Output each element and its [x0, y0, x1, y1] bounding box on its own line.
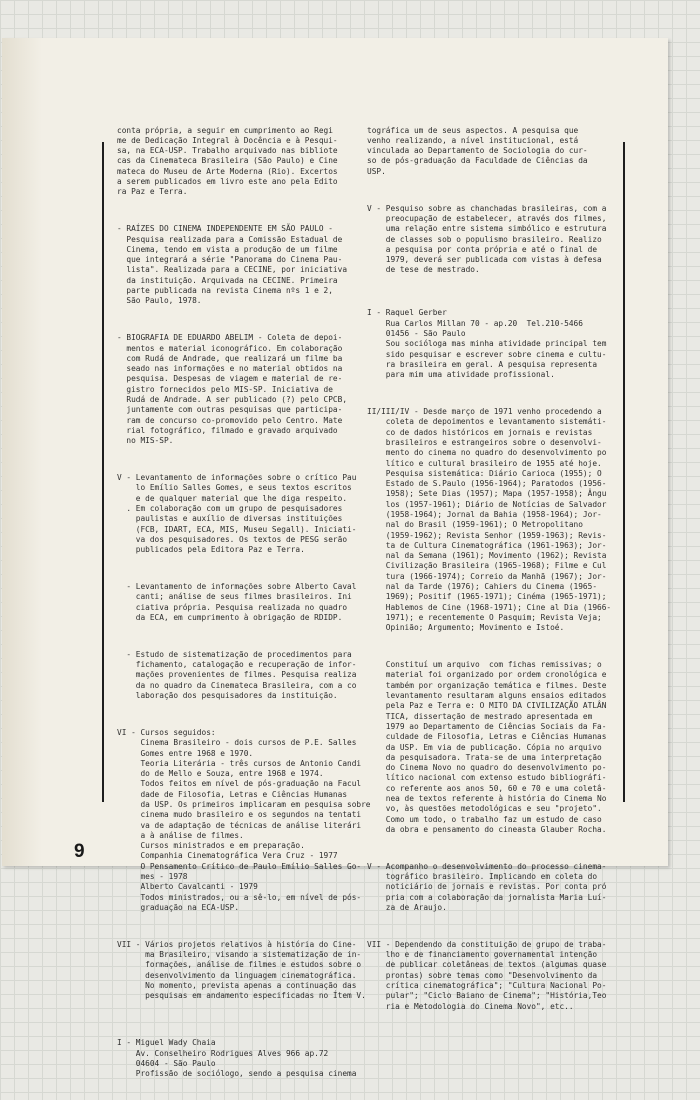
page-number: 9 [74, 841, 85, 862]
document-page [2, 38, 668, 1079]
paragraph-right-0: tográfica um de seus aspectos. A pesquisa que venho realizando, a nível institucional, está vinculada ao Departamento de Sociologia do cur- so de pós-graduação da Faculdade de Ciências da USP. [367, 125, 588, 176]
paragraph-left-1: - RAÍZES DO CINEMA INDEPENDENTE EM SÃO PAULO - Pesquisa realizada para a Comissão Estadual de Cinema, tendo em vista a produção de um filme que integrará a série "Panorama do Cinema Pau- lista". Realizada para a CECINE, por iniciativa da instituição. Arquivada na CECINE. Primeira parte publicada na revista Cinema nºs 1 e 2, São Paulo, 1978. [117, 224, 348, 306]
paragraph-left-6: VI - Cursos seguidos: Cinema Brasileiro - dois cursos de P.E. Salles Gomes entre 1968 e 1970. Teoria Literária - três cursos de Antonio Candi do de Mello e Souza, entre 1968 e 1974. Todos feitos em nível de pós-graduação na Facul dade de Filosofia, Letras e Ciências Humanas da USP. Os primeiros implicaram em pesquisa sobre cinema mudo brasileiro e os segundos na tentati va de adaptação de técnicas de análise literári a à análise de filmes. Cursos ministrados e em preparação. Companhia Cinematográfica Vera Cruz - 1977 O Pensamento Crítico de Paulo Emílio Salles Go- mes - 1978 Alberto Cavalcanti - 1979 Todos ministrados, ou a sê-lo, em nível de pós- graduação na ECA-USP. [117, 727, 371, 912]
paragraph-left-5: - Estudo de sistematização de procedimentos para fichamento, catalogação e recuperação de infor- mações provenientes de filmes. Pesquisa realiza da no quadro da Cinemateca Brasileira, com a co laboração dos pesquisadores da instituição. [126, 649, 357, 701]
paragraph-right-5: V - Acompanho o desenvolvimento do processo cinema- tográfico brasileiro. Implicando em coleta do noticiário de jornais e revistas. Por conta pró pria com a colaboração da jornalista Maria Luí- za de Araujo. [367, 861, 607, 912]
paragraph-right-1: V - Pesquiso sobre as chanchadas brasileiras, com a preocupação de estabelecer, através dos filmes, uma relação entre sistema simbólico e estrutura de classes sob o populismo brasileiro. Realizo a pesquisa por conta própria e até o final de 1979, deverá ser publicada com vistas à defesa de tese de mestrado. [367, 203, 607, 275]
paragraph-right-4: Constituí um arquivo com fichas remissivas; o material foi organizado por ordem cronológica e também por organização temática e filmes. Deste levantamento resultaram alguns ensaios editados pela Paz e Terra e: O MITO DA CIVILIZAÇÃO ATLÂN TICA, dissertação de mestrado apresentada em 1979 ao Departamento de Ciências Sociais da Fa- culdade de Filosofia, Letras e Ciências Humanas da USP. Em via de publicação. Cópia no arquivo da pesquisadora. Trata-se de uma interpretação do Cinema Novo no quadro do desenvolvimento po- lítico nacional com extenso estudo bibliográfi- co referente aos anos 50, 60 e 70 e uma coletâ- nea de textos referente à história do Cinema No vo, às questões metodológicas e seu "projeto". Como um todo, o trabalho faz um estudo de caso da obra e pensamento do cineasta Glauber Rocha. [385, 660, 607, 834]
left-margin-rule [102, 142, 104, 802]
paragraph-left-8: I - Miguel Wady Chaia Av. Conselheiro Rodrigues Alves 966 ap.72 04604 - São Paulo Profissão de sociólogo, sendo a pesquisa cinema [117, 1038, 357, 1079]
right-margin-rule [623, 142, 625, 802]
paragraph-left-2: - BIOGRAFIA DE EDUARDO ABELIM - Coleta de depoi- mentos e material iconográfico. Em colaboração com Rudá de Andrade, que realizará um filme ba seado nas informações e no material obtidos na pesquisa. Despesas de viagem e material de re- gistro fornecidos pelo MIS-SP. Iniciativa de Rudá de Andrade. A ser publicado (?) pelo CPCB, juntamente com outras pesquisas que participa- ram de concurso co-promovido pelo Centro. Mate rial fotográfico, filmado e gravado arquivado no MIS-SP. [117, 333, 348, 446]
right-column [367, 105, 619, 1033]
paragraph-left-7: VII - Vários projetos relativos à história do Cine- ma Brasileiro, visando a sistematização de in- formações, análise de filmes e estudos sobre o desenvolvimento da linguagem cinematográfica. No momento, prevista apenas a continuação das pesquisas em andamento especificadas no Ítem V. [117, 939, 366, 1001]
paragraph-right-6: VII - Dependendo da constituição de grupo de traba- lho e de financiamento governamental intenção de publicar coletâneas de textos (algumas quase prontas) sobre temas como "Desenvolvimento da crítica cinematográfica"; "Cultura Nacional Po- pular"; "Ciclo Baiano de Cinema"; "História,Teo ria e Metodologia do Cinema Novo", etc.. [367, 939, 607, 1011]
left-column [117, 105, 371, 1100]
paragraph-right-2: I - Raquel Gerber Rua Carlos Millan 70 - ap.20 Tel.210-5466 01456 - São Paulo Sou socióloga mas minha atividade principal tem sido pesquisar e escrever sobre cinema e cultu- ra brasileira em geral. A pesquisa representa para mim uma atividade profissional. [367, 308, 607, 380]
paragraph-left-4: - Levantamento de informações sobre Alberto Caval canti; análise de seus filmes brasileiros. Ini ciativa própria. Pesquisa realizada no quadro da ECA, em cumprimento à obrigação de RDIDP. [126, 582, 357, 622]
paragraph-left-0: conta própria, a seguir em cumprimento ao Regi me de Dedicação Integral à Docência e à Pesqui- sa, na ECA-USP. Trabalho arquivado nas bibliote cas da Cinemateca Brasileira (São Paulo) e Cine mateca do Museu de Arte Moderna (Rio). Excertos a serem publicados em livro este ano pela Edito ra Paz e Terra. [117, 125, 338, 197]
paragraph-right-3: II/III/IV - Desde março de 1971 venho procedendo a coleta de depoimentos e levantamento sistemáti- co de dados históricos em jornais e revistas brasileiros e estrangeiros sobre o desenvolvi- mento do cinema no quadro do desenvolvimento po lítico e cultural brasileiro de 1955 até hoje. Pesquisa sistemática: Diário Carioca (1955); O Estado de S.Paulo (1956-1964); Paratodos (1956- 1958); Sete Dias (1957); Mapa (1957-1958); Ângu los (1957-1961); Diário de Notícias de Salvador (1958-1964); Jornal da Bahia (1958-1964); Jor- nal do Brasil (1959-1961); O Metropolitano (1959-1962); Revista Senhor (1959-1963); Revis- ta de Cultura Cinematográfica (1961-1963); Jor- nal da Semana (1961); Movimento (1962); Revista Civilização Brasileira (1965-1968); Filme e Cul tura (1966-1974); Correio da Manhã (1967); Jor- nal da Tarde (1976); Cahiers du Cinema (1965- 1969); Positif (1965-1971); Cinéma (1965-1971); Hablemos de Cine (1968-1971); Cine al Dia (1966- 1971); e recentemente O Pasquim; Revista Veja; Opinião; Argumento; Movimento e Istoé. [367, 407, 612, 633]
paragraph-left-3: V - Levantamento de informações sobre o crítico Pau lo Emílio Salles Gomes, e seus textos escritos e de qualquer material que lhe diga respeito. . Em colaboração com um grupo de pesquisadores paulistas e auxílio de diversas instituições (FCB, IDART, ECA, MIS, Museu Segall). Iniciati- va dos pesquisadores. Os textos de PESG serão publicados pela Editora Paz e Terra. [117, 473, 357, 555]
